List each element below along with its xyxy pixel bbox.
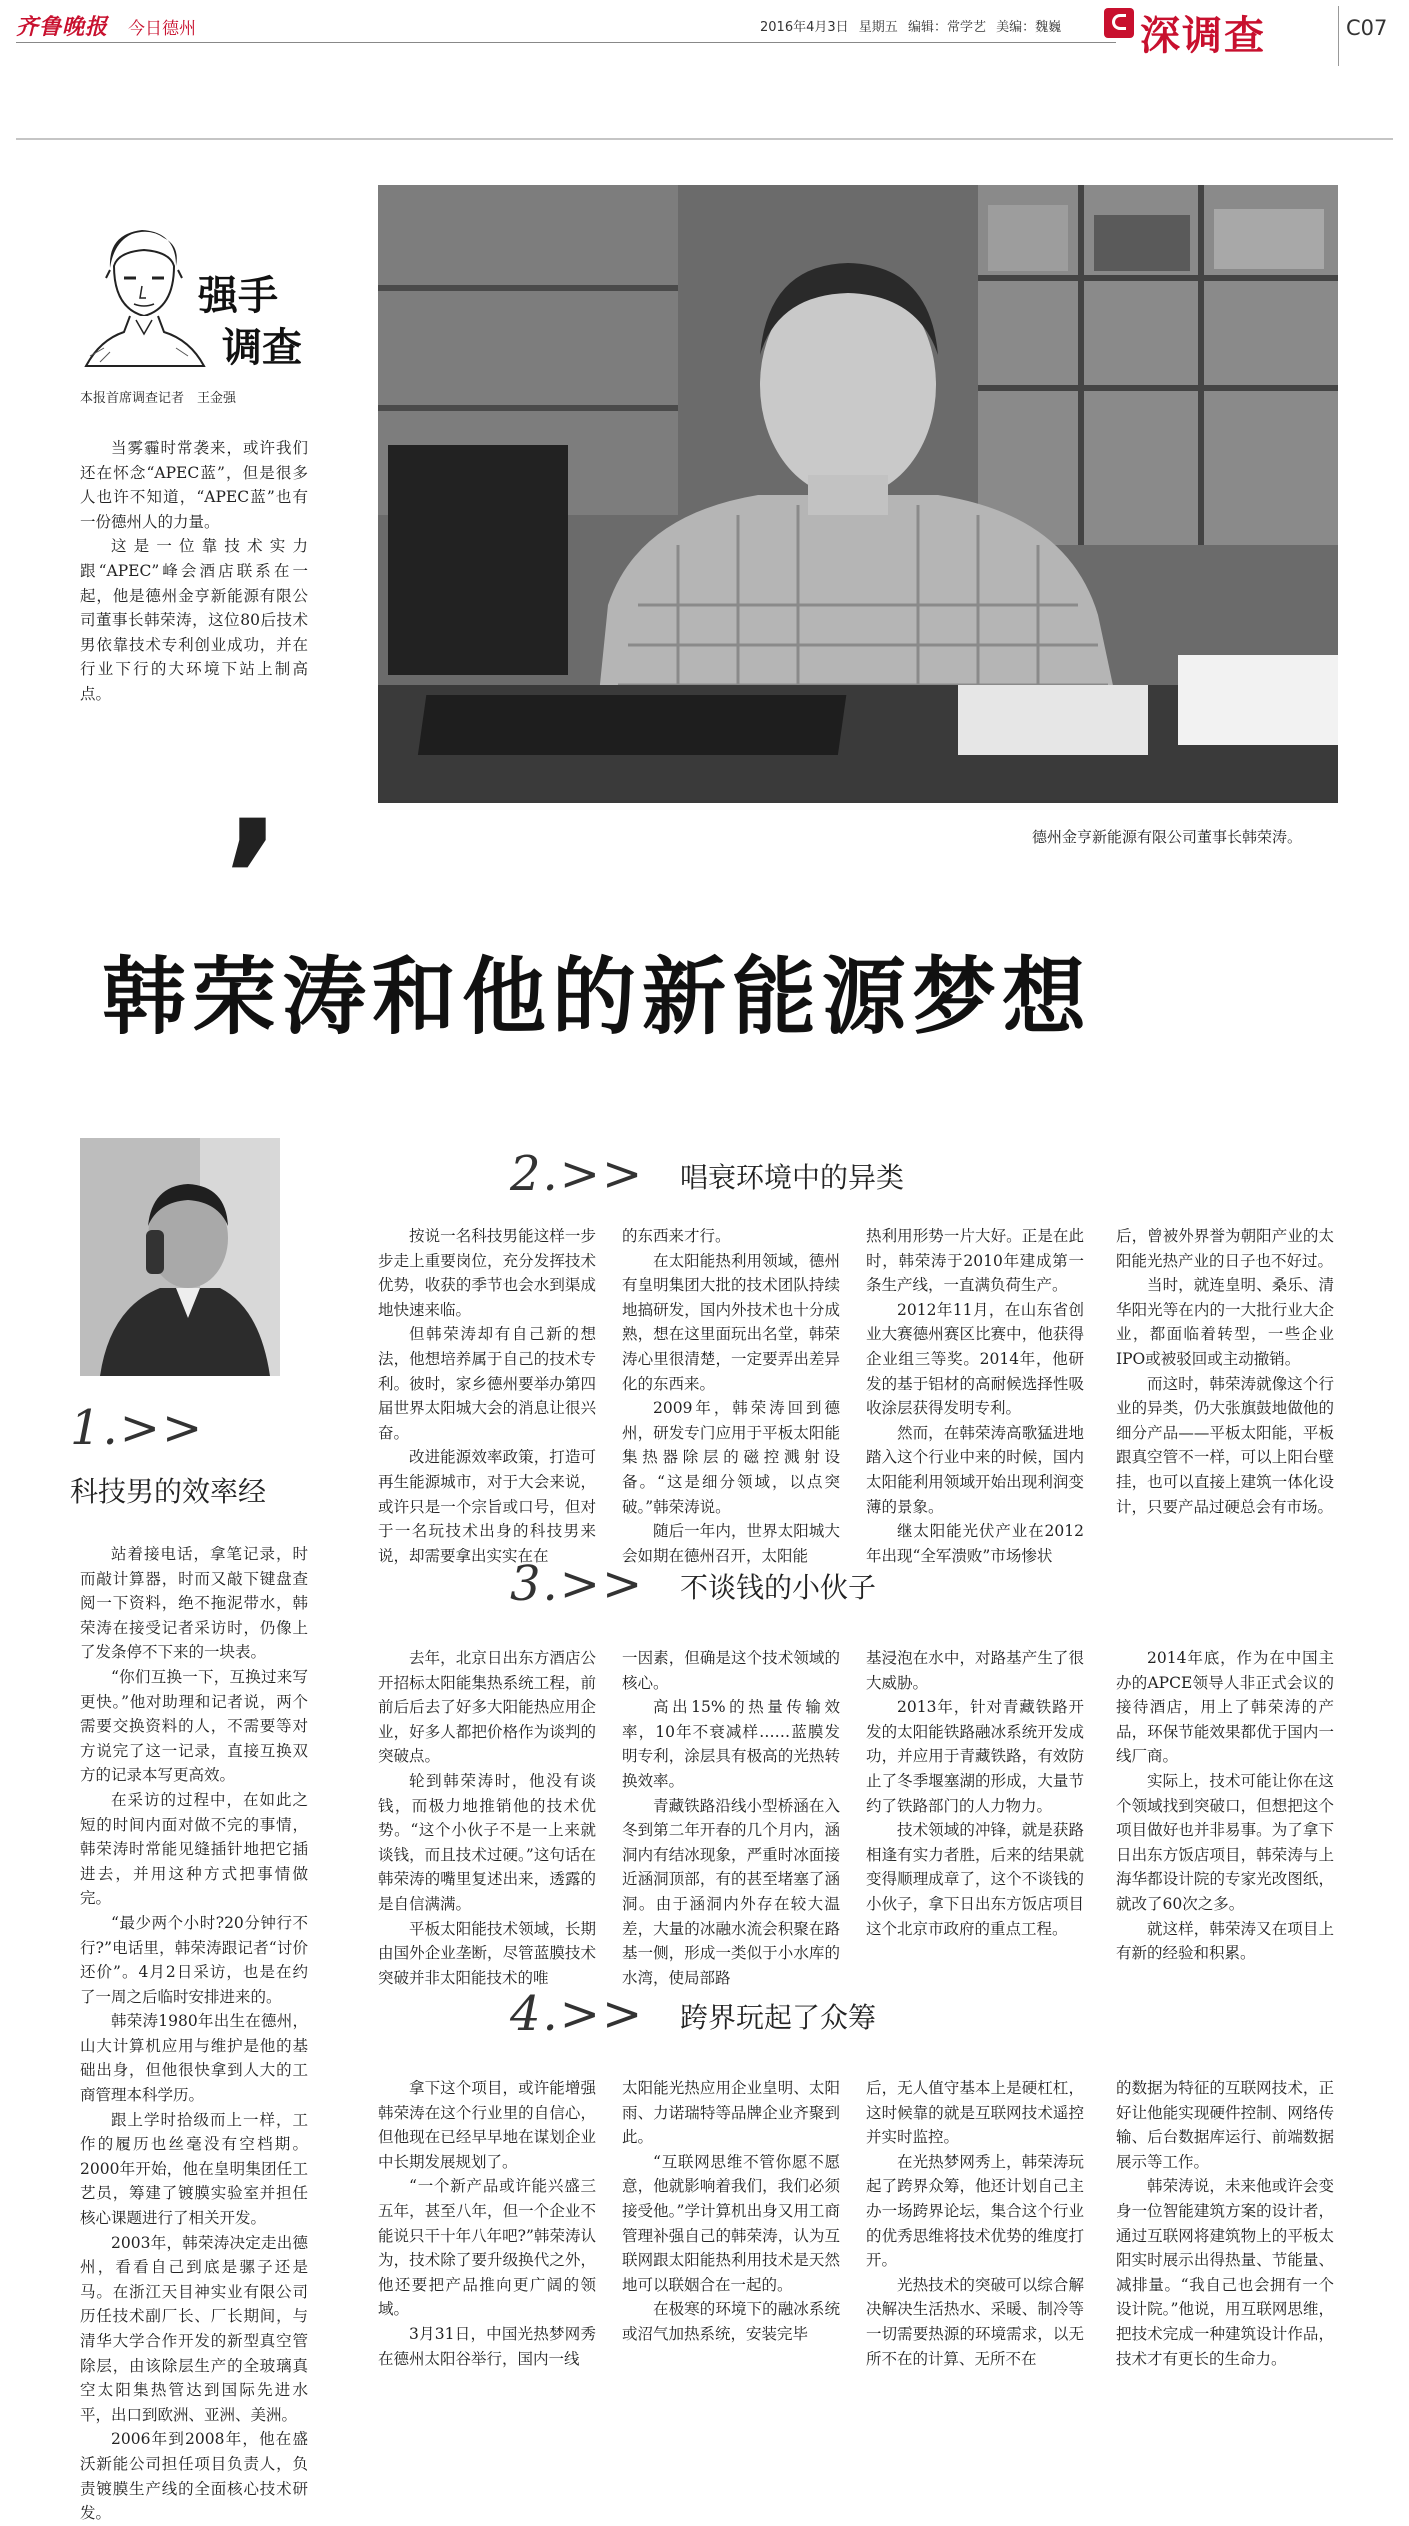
paragraph: 在极寒的环境下的融冰系统或沼气加热系统，安装完毕 — [622, 2300, 840, 2343]
paragraph: “最少两个小时?20分钟行不行?”电话里，韩荣涛跟记者“讨价还价”。4月2日采访，也是在约了一周之后临时安排进来的。 — [80, 1913, 308, 2006]
paragraph: 但韩荣涛却有自己新的想法，他想培养属于自己的技术专利。彼时，家乡德州要举办第四届世界太阳城大会的消息让很兴奋。 — [378, 1325, 596, 1442]
paragraph: 2014年底，作为在中国主办的APCE领导人非正式会议的接待酒店，用上了韩荣涛的产品，环保节能效果都优于国内一线厂商。 — [1116, 1649, 1334, 1766]
paragraph: 按说一名科技男能这样一步步走上重要岗位，充分发挥技术优势，收获的季节也会水到渠成地快速来临。 — [378, 1227, 596, 1319]
section4-column2 — [622, 2076, 840, 2347]
section1-body — [80, 1542, 308, 2526]
photo-caption: 德州金亨新能源有限公司董事长韩荣涛。 — [1032, 828, 1303, 846]
paragraph: 的东西来才行。 — [622, 1227, 731, 1245]
section4-title: 跨界玩起了众筹 — [680, 2001, 877, 2034]
paragraph: 后，曾被外界誉为朝阳产业的太阳能光热产业的日子也不好过。 — [1116, 1227, 1334, 1270]
paragraph: “你们互换一下，互换过来写更快。”他对助理和记者说，两个需要交换资料的人，不需要等对方说完了这一记录，直接互换双方的记录本写更高效。 — [80, 1667, 308, 1785]
lead-paragraph: 当雾霾时常袭来，或许我们还在怀念“APEC蓝”，但是很多人也许不知道，“APEC蓝”也有一份德州人的力量。 — [80, 439, 308, 531]
section3-column4 — [1116, 1646, 1334, 1966]
paragraph: 随后一年内，世界太阳城大会如期在德州召开，太阳能 — [622, 1522, 840, 1565]
issue-weekday: 星期五 — [858, 20, 898, 35]
reporter-sketch-image — [80, 216, 210, 366]
designer-credit: 美编：魏巍 — [996, 20, 1062, 35]
paragraph: 高出15%的热量传输效率，10年不衰减样……蓝膜发明专利，涂层具有极高的光热转换效率。 — [622, 1698, 840, 1790]
editor-credit: 编辑：常学艺 — [907, 20, 986, 35]
paragraph: 2006年到2008年，他在盛沃新能公司担任项目负责人，负责镀膜生产线的全面核心技术研发。 — [80, 2430, 308, 2523]
paragraph: 青藏铁路沿线小型桥涵在入冬到第二年开春的几个月内，涵洞内有结冰现象，严重时冰面接近涵洞顶部，有的甚至堵塞了涵洞。由于涵洞内外存在较大温差，大量的冰融水流会积聚在路基一侧，形成一类似于小水库的水湾，使局部路 — [622, 1796, 840, 1987]
paragraph: 在光热梦网秀上，韩荣涛玩起了跨界众筹，他还计划自己主办一场跨界论坛，集合这个行业的优秀思维将技术优势的维度打开。 — [866, 2152, 1084, 2270]
paragraph: 2012年11月，在山东省创业大赛德州赛区比赛中，他获得企业组三等奖。2014年，他研发的基于铝材的高耐候选择性吸收涂层获得发明专利。 — [866, 1300, 1084, 1418]
section2-column3 — [866, 1224, 1084, 1568]
paragraph: 韩荣涛1980年出生在德州，山大计算机应用与维护是他的基础出身，但他很快拿到人大的工商管理本科学历。 — [80, 2012, 308, 2105]
header-rule — [16, 42, 1116, 43]
paragraph: 太阳能光热应用企业皇明、太阳雨、力诺瑞特等品牌企业齐聚到此。 — [622, 2079, 840, 2147]
main-photo — [378, 185, 1338, 803]
paragraph: 拿下这个项目，或许能增强韩荣涛在这个行业里的自信心，但他现在已经早早地在谋划企业中长期发展规划了。 — [378, 2079, 596, 2171]
article-headline: 韩荣涛和他的新能源梦想 — [102, 948, 1093, 1046]
section3-column2 — [622, 1646, 840, 1990]
section3-column3 — [866, 1646, 1084, 1941]
issue-date: 2016年4月3日 — [760, 20, 849, 35]
section3-title: 不谈钱的小伙子 — [680, 1571, 877, 1604]
column-badge-mark — [1112, 14, 1126, 30]
paragraph: 改进能源效率政策，打造可再生能源城市，对于大会来说，或许只是一个宗旨或口号，但对于一名玩技术出身的科技男来说，却需要拿出实实在在 — [378, 1448, 596, 1565]
paragraph: 2013年，针对青藏铁路开发的太阳能铁路融冰系统开发成功，并应用于青藏铁路，有效防止了冬季堰塞湖的形成，大量节约了铁路部门的人力物力。 — [866, 1698, 1084, 1815]
header-meta — [760, 16, 1061, 35]
paragraph: 当时，就连皇明、桑乐、清华阳光等在内的一大批行业大企业，都面临着转型，一些企业IPO或被驳回或主动撤销。 — [1116, 1276, 1334, 1368]
section1-number: 1.>> — [70, 1400, 205, 1456]
section2-number: 2.>> — [510, 1146, 645, 1202]
paragraph: 后，无人值守基本上是硬杠杠，这时候靠的就是互联网技术遥控并实时监控。 — [866, 2079, 1084, 2147]
paragraph: 平板太阳能技术领域，长期由国外企业垄断，尽管蓝膜技术突破并非太阳能技术的唯 — [378, 1919, 596, 1987]
paragraph: 韩荣涛说，未来他或许会变身一位智能建筑方案的设计者，通过互联网将建筑物上的平板太阳实时展示出得热量、节能量、减排量。“我自己也会拥有一个设计院。”他说，用互联网思维，把技术完成一种建筑设计作品，技术才有更长的生命力。 — [1116, 2177, 1334, 2368]
section2-column4 — [1116, 1224, 1334, 1519]
newspaper-logo: 齐鲁晚报 — [16, 14, 109, 40]
top-divider — [16, 138, 1393, 140]
lead-paragraph: 这是一位靠技术实力跟“APEC”峰会酒店联系在一起，他是德州金亨新能源有限公司董事长韩荣涛，这位80后技术男依靠技术专利创业成功，并在行业下行的大环境下站上制高点。 — [80, 537, 308, 703]
paragraph: 实际上，技术可能让你在这个领域找到突破口，但想把这个项目做好也并非易事。为了拿下日出东方饭店项目，韩荣涛与上海华都设计院的专家光改图纸，就改了60次之多。 — [1116, 1771, 1334, 1913]
paragraph: 光热技术的突破可以综合解决解决生活热水、采暖、制冷等一切需要热源的环境需求，以无所不在的计算、无所不在 — [866, 2275, 1084, 2368]
section3-number: 3.>> — [510, 1556, 645, 1612]
paragraph: 站着接电话，拿笔记录，时而敲计算器，时而又敲下键盘查阅一下资料，绝不拖泥带水，韩荣涛在接受记者采访时，仍像上了发条停不下来的一块表。 — [80, 1545, 308, 1662]
paragraph: 轮到韩荣涛时，他没有谈钱，而极力地推销他的技术优势。“这个小伙子不是一上来就谈钱，而且技术过硬。”这句话在韩荣涛的嘴里复述出来，透露的是自信满满。 — [378, 1771, 596, 1913]
paragraph: 的数据为特征的互联网技术，正好让他能实现硬件控制、网络传输、后台数据库运行、前端数据展示等工作。 — [1116, 2079, 1334, 2171]
paragraph: 2009年，韩荣涛回到德州，研发专门应用于平板太阳能集热器除层的磁控溅射设备。“这是细分领域，以点突破。”韩荣涛说。 — [622, 1399, 840, 1516]
paragraph: 去年，北京日出东方酒店公开招标太阳能集热系统工程，前前后后去了好多大阳能热应用企业，好多人都把价格作为谈判的突破点。 — [378, 1649, 596, 1766]
section2-title: 唱衰环境中的异类 — [680, 1161, 905, 1194]
paragraph: “互联网思维不管你愿不愿意，他就影响着我们，我们必须接受他。”学计算机出身又用工商管理补强自己的韩荣涛，认为互联网跟太阳能热利用技术是天然地可以联姻合在一起的。 — [622, 2152, 840, 2294]
paragraph: 3月31日，中国光热梦网秀在德州太阳谷举行，国内一线 — [378, 2324, 596, 2368]
paragraph: 然而，在韩荣涛高歌猛进地踏入这个行业中来的时候，国内太阳能利用领域开始出现利润变薄的景象。 — [866, 1423, 1084, 1516]
paragraph: 技术领域的冲锋，就是获路相逢有实力者胜，后来的结果就变得顺理成章了，这个不谈钱的小伙子，拿下日出东方饭店项目这个北京市政府的重点工程。 — [866, 1821, 1084, 1938]
section4-number: 4.>> — [510, 1986, 645, 2042]
section2-column2 — [622, 1224, 840, 1568]
paragraph: 在采访的过程中，在如此之短的时间内面对做不完的事情，韩荣涛时常能见缝插针地把它插进去，并用这种方式把事情做完。 — [80, 1790, 308, 1908]
paragraph: 而这时，韩荣涛就像这个行业的异类，仍大张旗鼓地做他的细分产品——平板太阳能，平板跟真空管不一样，可以上阳台壁挂，也可以直接上建筑一体化设计，只要产品过硬总会有市场。 — [1116, 1374, 1334, 1516]
reporter-byline: 本报首席调查记者 王金强 — [80, 391, 237, 406]
decorative-comma: , — [224, 708, 281, 882]
paragraph: 基浸泡在水中，对路基产生了很大威胁。 — [866, 1649, 1084, 1692]
section4-column1 — [378, 2076, 596, 2371]
section2-column1 — [378, 1224, 596, 1568]
paragraph: 在太阳能热利用领域，德州有皇明集团大批的技术团队持续地搞研发，国内外技术也十分成熟，想在这里面玩出名堂，韩荣涛心里很清楚，一定要弄出差异化的东西来。 — [622, 1251, 840, 1393]
column-tag-line1: 强手 — [198, 273, 278, 319]
paragraph: 就这样，韩荣涛又在项目上有新的经验和积累。 — [1116, 1919, 1334, 1963]
section4-column4 — [1116, 2076, 1334, 2371]
paragraph: 一因素，但确是这个技术领域的核心。 — [622, 1649, 840, 1692]
paragraph: 热利用形势一片大好。正是在此时，韩荣涛于2010年建成第一条生产线，一直满负荷生产。 — [866, 1227, 1084, 1295]
section1-title: 科技男的效率经 — [70, 1475, 267, 1508]
paragraph: “一个新产品或许能兴盛三五年，甚至八年，但一个企业不能说只干十年八年吧?”韩荣涛认为，技术除了要升级换代之外，他还要把产品推向更广阔的领域。 — [378, 2177, 596, 2319]
section3-column1 — [378, 1646, 596, 1990]
paragraph: 2003年，韩荣涛决定走出德州，看看自己到底是骡子还是马。在浙江天目神实业有限公司历任技术副厂长、厂长期间，与清华大学合作开发的新型真空管除层，由该除层生产的全玻璃真空太阳集热管达到国际先进水平，出口到欧洲、亚洲、美洲。 — [80, 2233, 308, 2424]
paragraph: 跟上学时拾级而上一样，工作的履历也丝毫没有空档期。2000年开始，他在皇明集团任工艺员，筹建了镀膜实验室并担任核心课题进行了相关开发。 — [80, 2110, 308, 2228]
page-number: C07 — [1346, 16, 1388, 40]
portrait-photo — [80, 1138, 280, 1376]
column-title: 深调查 — [1140, 13, 1266, 59]
paragraph: 继太阳能光伏产业在2012年出现“全军溃败”市场惨状 — [866, 1522, 1084, 1565]
section-name: 今日德州 — [128, 19, 196, 39]
column-tag-line2: 调查 — [222, 325, 302, 371]
lead-text — [80, 436, 308, 707]
section4-column3 — [866, 2076, 1084, 2371]
header-divider — [1338, 6, 1339, 66]
